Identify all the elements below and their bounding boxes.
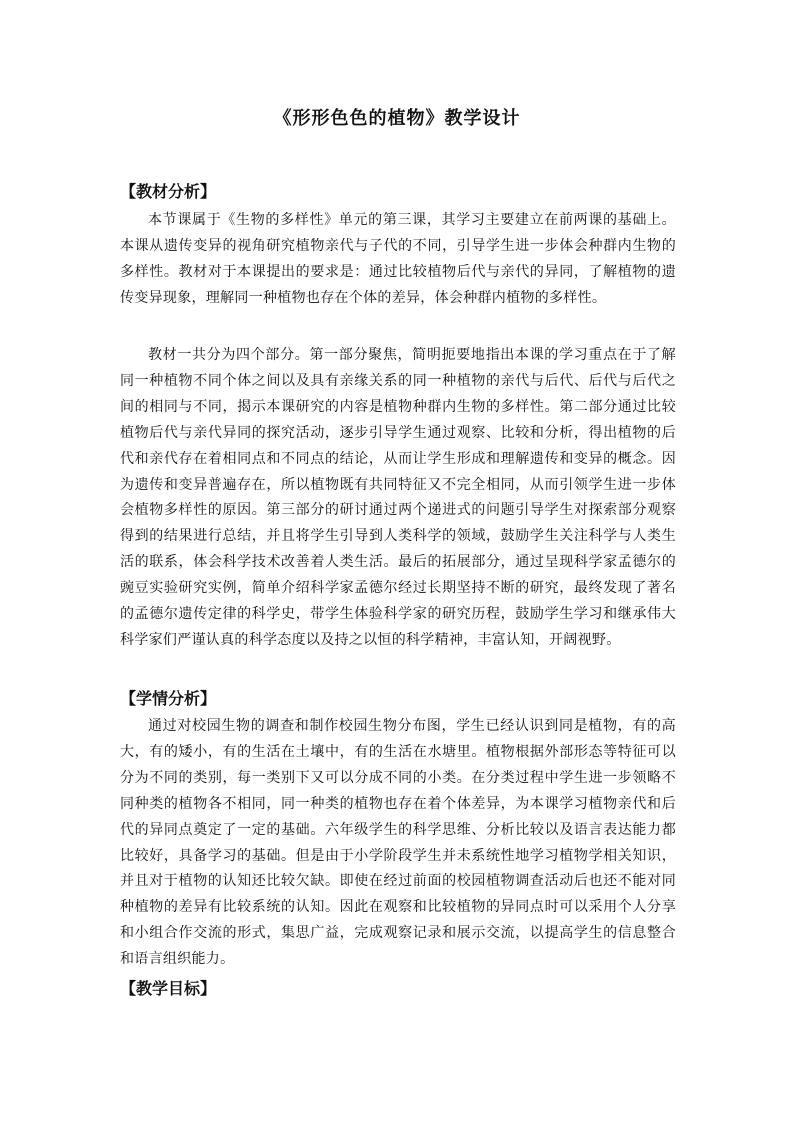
section-heading-teaching-goals: 【教学目标】 (120, 979, 217, 998)
paragraph-learner-1: 通过对校园生物的调查和制作校园生物分布图，学生已经认识到同是植物，有的高大，有的矮小，有的生活在土壤中，有的生活在水塘里。植物根据外部形态等特征可以分为不同的类别，每一类别下又可以分成不同的小类。在分类过程中学生进一步领略不同种类的植物各不相同，同一种类的植物也存在着个体差异，为本课学习植物亲代和后代的异同点奠定了一定的基础。六年级学生的科学思维、分析比较以及语言表达能力都比较好，具备学习的基础。但是由于小学阶段学生并未系统性地学习植物学相关知识，并且对于植物的认知还比较欠缺。即使在经过前面的校园植物调查活动后也还不能对同种植物的差异有比较系统的认知。因此在观察和比较植物的异同点时可以采用个人分享和小组合作交流的形式，集思广益，完成观察记录和展示交流，以提高学生的信息整合和语言组织能力。 (120, 718, 676, 968)
paragraph-textbook-2: 教材一共分为四个部分。第一部分聚焦，简明扼要地指出本课的学习重点在于了解同一种植物不同个体之间以及具有亲缘关系的同一种植物的亲代与后代、后代与后代之间的相同与不同，揭示本课研究的内容是植物种群内生物的多样性。第二部分通过比较植物后代与亲代异同的探究活动，逐步引导学生通过观察、比较和分析，得出植物的后代和亲代存在着相同点和不同点的结论，从而让学生形成和理解遗传和变异的概念。因为遗传和变异普遍存在，所以植物既有共同特征又不完全相同，从而引领学生进一步体会植物多样性的原因。第三部分的研讨通过两个递进式的问题引导学生对探索部分观察得到的结果进行总结，并且将学生引导到人类科学的领域，鼓励学生关注科学与人类生活的联系，体会科学技术改善着人类生活。最后的拓展部分，通过呈现科学家孟德尔的豌豆实验研究实例，简单介绍科学家孟德尔经过长期坚持不断的研究，最终发现了著名的孟德尔遗传定律的科学史，带学生体验科学家的研究历程，鼓励学生学习和继承伟大科学家们严谨认真的科学态度以及持之以恒的科学精神，丰富认知，开阔视野。 (120, 347, 676, 648)
section-heading-textbook-analysis: 【教材分析】 (120, 182, 217, 201)
document-title: 《形形色色的植物》教学设计 (273, 108, 521, 129)
paragraph-textbook-1: 本节课属于《生物的多样性》单元的第三课，其学习主要建立在前两课的基础上。本课从遗传变异的视角研究植物亲代与子代的不同，引导学生进一步体会种群内生物的多样性。教材对于本课提出的要求是：通过比较植物后代与亲代的异同，了解植物的遗传变异现象，理解同一种植物也存在个体的差异，体会种群内植物的多样性。 (120, 212, 676, 306)
section-heading-learner-analysis: 【学情分析】 (120, 689, 217, 708)
